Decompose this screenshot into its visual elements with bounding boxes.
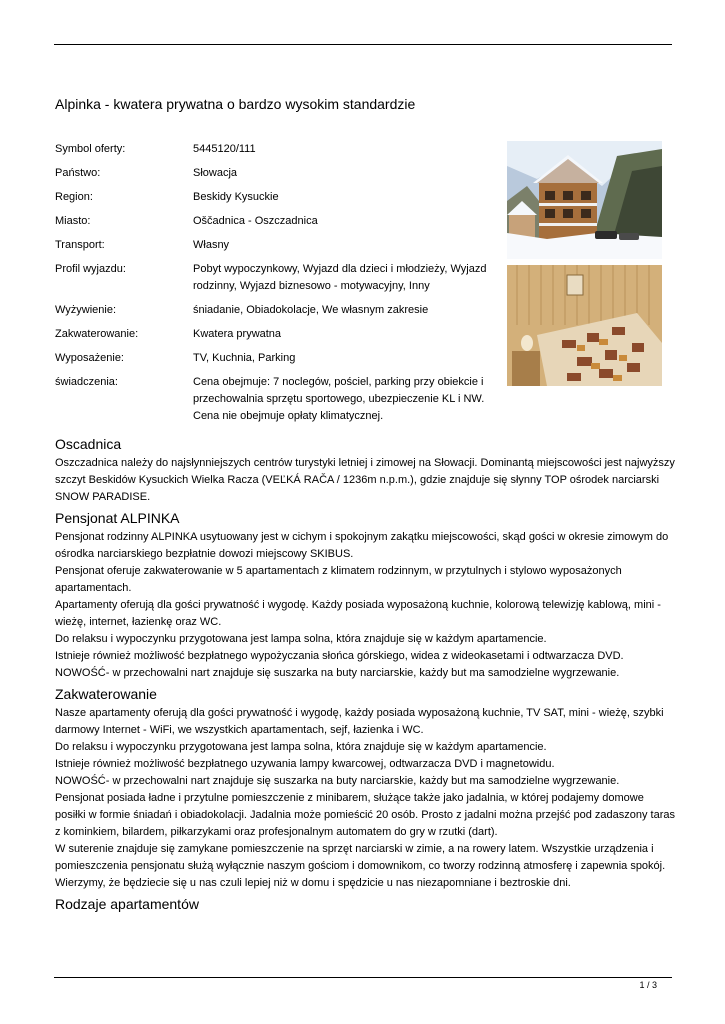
top-rule <box>54 44 672 45</box>
offer-label: Profil wyjazdu: <box>55 263 126 275</box>
offer-value: TV, Kuchnia, Parking <box>193 352 296 364</box>
paragraph: Do relaksu i wypoczynku przygotowana jest lampa solna, która znajduje się w każdym apartamencie. <box>55 633 547 645</box>
offer-row <box>55 213 495 230</box>
offer-label: Wyposażenie: <box>55 352 124 364</box>
offer-label: Symbol oferty: <box>55 143 126 155</box>
offer-value: Cena obejmuje: 7 noclegów, pościel, parking przy obiekcie i przechowalnia sprzętu sportowego, ubezpieczenie KL i NW. Cena nie obejmuje opłaty klimatycznej. <box>193 376 485 422</box>
offer-label: świadczenia: <box>55 376 118 388</box>
offer-row <box>55 237 495 254</box>
page-number: 1 / 3 <box>639 980 657 990</box>
paragraph: NOWOŚĆ- w przechowalni nart znajduje się suszarka na buty narciarskie, każdy but ma samodzielne wygrzewanie. <box>55 667 620 679</box>
section-heading: Pensjonat ALPINKA <box>55 510 180 526</box>
offer-row <box>55 326 495 343</box>
offer-label: Zakwaterowanie: <box>55 328 139 340</box>
paragraph: Pensjonat oferuje zakwaterowanie w 5 apartamentach z klimatem rodzinnym, w przytulnych i stylowo wyposażonych apartamentach. <box>55 565 622 594</box>
offer-row <box>55 165 495 182</box>
paragraph: Nasze apartamenty oferują dla gości prywatność i wygodę, każdy posiada wyposażoną kuchnie, TV SAT, mini - wieżę, szybki darmowy Internet - WiFi, we wszystkich apartamentach, sejf, łazienka i WC. <box>55 707 664 736</box>
section-zakwaterowanie <box>55 686 675 892</box>
section-oscadnica <box>55 436 675 506</box>
offer-row <box>55 189 495 206</box>
section-rodzaje <box>55 896 675 912</box>
offer-value: Pobyt wypoczynkowy, Wyjazd dla dzieci i młodzieży, Wyjazd rodzinny, Wyjazd biznesowo - motywacyjny, Inny <box>193 263 487 292</box>
offer-row <box>55 141 495 158</box>
offer-value: Własny <box>193 239 230 251</box>
house-winter-photo <box>507 141 662 259</box>
bottom-rule <box>54 977 672 978</box>
offer-row <box>55 261 495 295</box>
paragraph: Pensjonat rodzinny ALPINKA usytuowany jest w cichym i spokojnym zakątku miejscowości, skąd gości w okresie zimowym do ośrodka narciarskiego bezpłatnie dowozi miejscowy SKIBUS. <box>55 531 669 560</box>
offer-label: Transport: <box>55 239 105 251</box>
paragraph: Istnieje również możliwość bezpłatnego wypożyczania słońca górskiego, widea z wideokasetami i odtwarzacza DVD. <box>55 650 624 662</box>
paragraph: Apartamenty oferują dla gości prywatność i wygodę. Każdy posiada wyposażoną kuchnie, kolorową telewizję kablową, mini - wieżę, internet, łazienkę oraz WC. <box>55 599 661 628</box>
offer-value: śniadanie, Obiadokolacje, We własnym zakresie <box>193 304 429 316</box>
offer-value: Słowacja <box>193 167 238 179</box>
bedroom-photo <box>507 265 662 386</box>
offer-value: Beskidy Kysuckie <box>193 191 279 203</box>
offer-row <box>55 374 495 425</box>
offer-value: Kwatera prywatna <box>193 328 282 340</box>
offer-details <box>55 141 495 432</box>
paragraph: Do relaksu i wypoczynku przygotowana jest lampa solna, która znajduje się w każdym apartamencie. <box>55 741 547 753</box>
article-content <box>55 436 675 916</box>
section-heading: Zakwaterowanie <box>55 686 157 702</box>
offer-value: 5445120/111 <box>193 143 256 155</box>
paragraph: Pensjonat posiada ładne i przytulne pomieszczenie z minibarem, służące także jako jadalnia, w której podajemy domowe posiłki w formie śniadań i obiadokolacji. Jadalnia może pomieścić 20 osób. Prosto z jadalni można przejść pod zadaszony taras z kominkiem, bilardem, piłkarzykami oraz profesjonalnym automatem do gry w rzutki (dart). <box>55 792 675 838</box>
paragraph: NOWOŚĆ- w przechowalni nart znajduje się suszarka na buty narciarskie, każdy but ma samodzielne wygrzewanie. <box>55 775 620 787</box>
offer-label: Wyżywienie: <box>55 304 117 316</box>
offer-label: Miasto: <box>55 215 91 227</box>
offer-label: Państwo: <box>55 167 101 179</box>
section-heading: Oscadnica <box>55 436 122 452</box>
offer-label: Region: <box>55 191 93 203</box>
paragraph: Istnieje również możliwość bezpłatnego uzywania lampy kwarcowej, odtwarzacza DVD i magnetowidu. <box>55 758 555 770</box>
page-title: Alpinka - kwatera prywatna o bardzo wysokim standardzie <box>55 96 416 112</box>
offer-row <box>55 350 495 367</box>
paragraph: W suterenie znajduje się zamykane pomieszczenie na sprzęt narciarski w zimie, a na rowery latem. Wszystkie urządzenia i pomieszczenia pensjonatu służą wyłącznie naszym gościom i domownikom, co tworzy rodzinną atmosferę i zapewnia spokój. Wierzymy, że będziecie się u nas czuli lepiej niż w domu i spędzicie u nas niezapomniane i beztroskie dni. <box>55 843 666 889</box>
offer-value: Oščadnica - Oszczadnica <box>193 215 318 227</box>
section-heading: Rodzaje apartamentów <box>55 896 199 912</box>
offer-row <box>55 302 495 319</box>
section-pensjonat <box>55 510 675 682</box>
paragraph: Oszczadnica należy do najsłynniejszych centrów turystyki letniej i zimowej na Słowacji. Dominantą miejscowości jest najwyższy szczyt Beskidów Kysuckich Wielka Racza (VEĽKÁ RAČA / 1236m n.p.m.), gdzie znajduje się słynny TOP ośrodek narciarski SNOW PARADISE. <box>55 457 675 503</box>
